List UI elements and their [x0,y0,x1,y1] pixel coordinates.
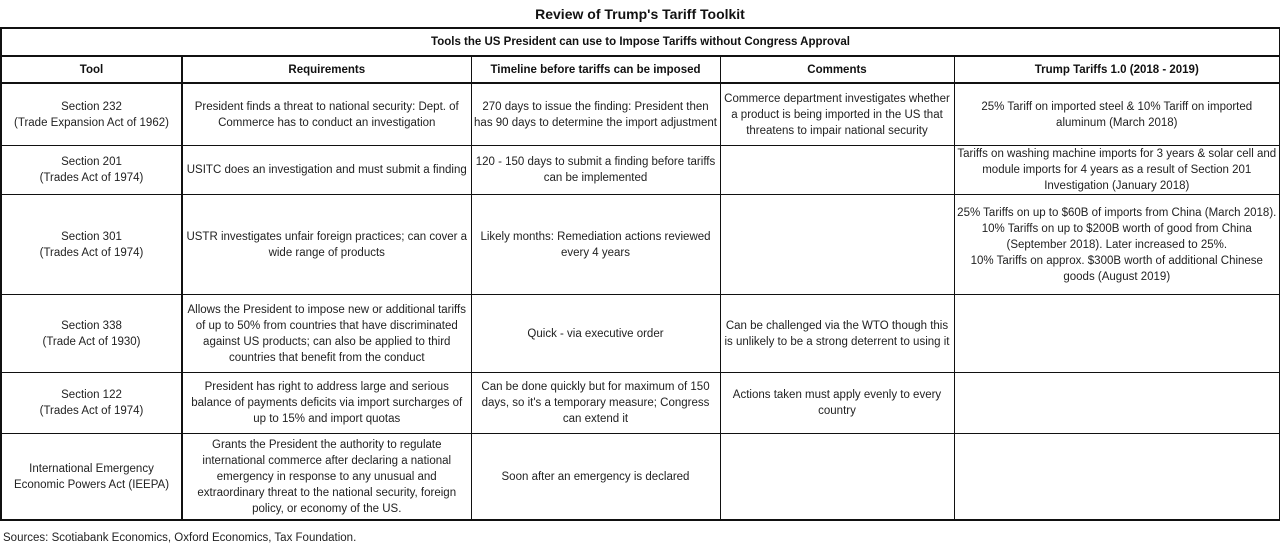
cell-timeline: Soon after an emergency is declared [471,434,720,521]
cell-tool: Section 122 (Trades Act of 1974) [1,373,182,434]
cell-comments: Commerce department investigates whether a product is being imported in the US that threatens to impair national security [720,83,954,146]
cell-trump-tariffs [954,373,1280,434]
column-header-trump-tariffs: Trump Tariffs 1.0 (2018 - 2019) [954,56,1280,83]
cell-comments: Actions taken must apply evenly to every country [720,373,954,434]
cell-requirements: President finds a threat to national security: Dept. of Commerce has to conduct an investigation [182,83,471,146]
table-row [1,295,1280,373]
cell-requirements: USITC does an investigation and must submit a finding [182,146,471,195]
cell-trump-tariffs [954,434,1280,521]
sources-note: Sources: Scotiabank Economics, Oxford Economics, Tax Foundation. [3,532,357,544]
cell-requirements: Allows the President to impose new or additional tariffs of up to 50% from countries that have discriminated against US products; can also be applied to third countries that benefit from the conduct [182,295,471,373]
cell-requirements: Grants the President the authority to regulate international commerce after declaring a national emergency in response to any unusual and extraordinary threat to the national security, foreign policy, or economy of the US. [182,434,471,521]
cell-comments [720,195,954,295]
cell-tool: Section 338 (Trade Act of 1930) [1,295,182,373]
cell-trump-tariffs [954,295,1280,373]
tariff-toolkit-table [0,27,1280,521]
cell-comments: Can be challenged via the WTO though this is unlikely to be a strong deterrent to using it [720,295,954,373]
column-header-requirements: Requirements [182,56,471,83]
table-row [1,195,1280,295]
cell-requirements: USTR investigates unfair foreign practices; can cover a wide range of products [182,195,471,295]
table-row [1,83,1280,146]
cell-trump-tariffs: 25% Tariffs on up to $60B of imports from China (March 2018). 10% Tariffs on up to $200B worth of good from China (September 2018). Later increased to 25%. 10% Tariffs on approx. $300B worth of additional Chinese goods (August 2019) [954,195,1280,295]
table-row [1,146,1280,195]
cell-tool: Section 232 (Trade Expansion Act of 1962) [1,83,182,146]
column-header-tool: Tool [1,56,182,83]
table-banner-row [1,28,1280,56]
cell-tool: Section 201 (Trades Act of 1974) [1,146,182,195]
column-header-timeline: Timeline before tariffs can be imposed [471,56,720,83]
column-header-comments: Comments [720,56,954,83]
cell-timeline: Quick - via executive order [471,295,720,373]
table-header-row [1,56,1280,83]
cell-requirements: President has right to address large and serious balance of payments deficits via import surcharges of up to 15% and import quotas [182,373,471,434]
table-banner: Tools the US President can use to Impose Tariffs without Congress Approval [1,28,1280,56]
cell-trump-tariffs: 25% Tariff on imported steel & 10% Tariff on imported aluminum (March 2018) [954,83,1280,146]
cell-timeline: Can be done quickly but for maximum of 150 days, so it's a temporary measure; Congress can extend it [471,373,720,434]
table-row [1,434,1280,521]
page-title: Review of Trump's Tariff Toolkit [535,6,745,22]
cell-timeline: Likely months: Remediation actions reviewed every 4 years [471,195,720,295]
cell-comments [720,146,954,195]
cell-timeline: 270 days to issue the finding: President then has 90 days to determine the import adjustment [471,83,720,146]
cell-timeline: 120 - 150 days to submit a finding before tariffs can be implemented [471,146,720,195]
cell-tool: International Emergency Economic Powers Act (IEEPA) [1,434,182,521]
cell-comments [720,434,954,521]
cell-trump-tariffs: Tariffs on washing machine imports for 3 years & solar cell and module imports for 4 years as a result of Section 201 Investigation (January 2018) [954,146,1280,195]
table-row [1,373,1280,434]
cell-tool: Section 301 (Trades Act of 1974) [1,195,182,295]
